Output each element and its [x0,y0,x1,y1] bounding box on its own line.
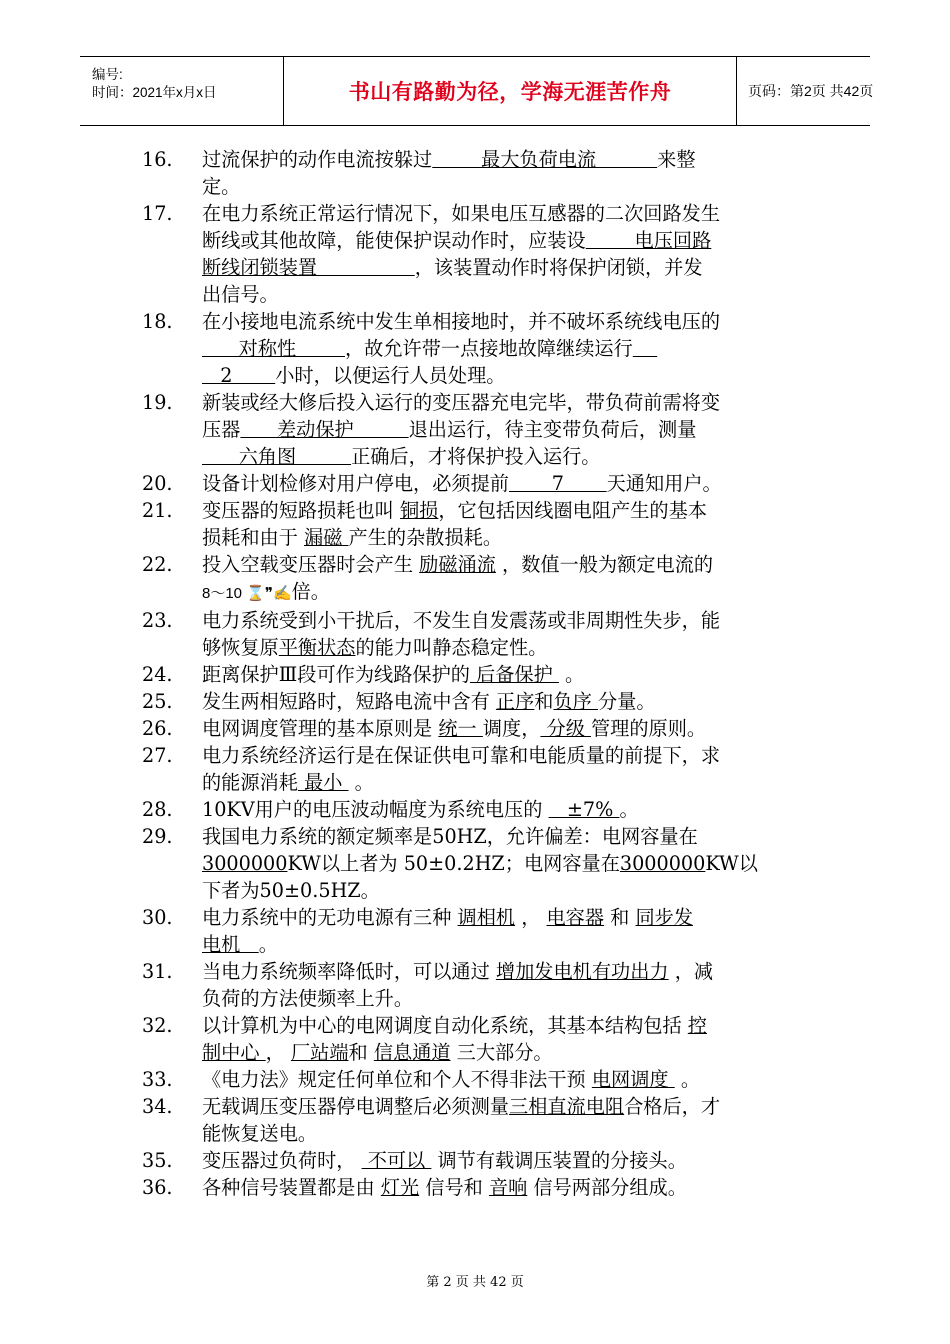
question-line [202,1012,820,1039]
question-item [140,470,820,497]
question-text: ，该装置动作时将保护闭锁，并发 [414,256,703,279]
question-item [140,742,820,796]
question-line [202,524,820,551]
question-text: 断线或其他故障，能使保护误动作时，应装设 [202,229,586,252]
question-item [140,1066,820,1093]
question-text: ，它包括因线圈电阻产生的基本 [438,499,707,522]
question-text: 损耗和由于 [202,526,305,549]
answer-blank: 3000000 [202,852,288,875]
question-line [202,497,820,524]
question-number: 33. [142,1068,173,1091]
answer-blank: 励磁涌流 [419,553,496,576]
question-text: 当电力系统频率降低时，可以通过 [202,960,496,983]
question-line [202,362,820,389]
page-header [80,56,874,126]
question-line [202,634,820,661]
question-text: 管理的原则。 [590,717,707,740]
question-item [140,497,820,551]
question-text: ，数值一般为额定电流的 [495,553,714,576]
answer-blank [633,337,657,360]
motto: 书山有路勤为径，学海无涯苦作舟 [348,80,672,104]
question-number: 21. [142,499,173,522]
answer-blank: 2 [202,364,276,387]
question-line [202,443,820,470]
question-list [140,146,820,1201]
question-text: 。 [258,933,278,956]
question-line [202,877,820,904]
answer-blank: 灯光 [380,1176,420,1199]
question-text: ， [515,906,547,929]
question-text: 设备计划检修对用户停电，必须提前 [202,472,509,495]
question-text: 电力系统经济运行是在保证供电可靠和电能质量的前提下，求 [202,744,721,767]
question-text: 。 [348,771,374,794]
question-number: 25. [142,690,173,713]
question-text: 电网调度管理的基本原则是 [202,717,439,740]
page-info: 页码：第2页 共42页 [748,83,874,99]
answer-blank: 分级 [540,717,591,740]
answer-blank: 电机 [202,933,259,956]
question-number: 18. [142,310,173,333]
answer-blank: 统一 [438,717,483,740]
question-text: 和 [604,906,636,929]
question-text: 8～10 ⌛❞✍ [202,585,292,602]
answer-blank: 7 [509,472,607,495]
question-text: 过流保护的动作电流按躲过 [202,148,433,171]
question-text: 电力系统受到小干扰后，不发生自发震荡或非周期性失步，能 [202,609,721,632]
question-text: 够恢复原 [202,636,279,659]
question-item [140,389,820,470]
time-label: 时间：2021年x月x日 [92,85,217,100]
question-text: 天通知用户。 [606,472,722,495]
question-text: 和 [348,1041,374,1064]
answer-blank: 六角图 [202,445,352,468]
question-text: 和 [534,690,554,713]
question-line [202,254,820,281]
question-number: 29. [142,825,173,848]
answer-blank: 电压回路 [585,229,712,252]
question-line [202,688,820,715]
question-line [202,931,820,958]
question-line [202,173,820,200]
question-number: 23. [142,609,173,632]
question-text: 《电力法》规定任何单位和个人不得非法干预 [202,1068,592,1091]
question-item [140,661,820,688]
question-item [140,715,820,742]
question-number: 34. [142,1095,173,1118]
question-text: 压器 [202,418,241,441]
question-line [202,416,820,443]
header-meta [80,57,283,125]
question-text: 的能力叫静态稳定性。 [355,636,548,659]
question-number: 36. [142,1176,173,1199]
question-text: 以计算机为中心的电网调度自动化系统，其基本结构包括 [202,1014,688,1037]
answer-blank: 断线闭锁装置 [202,256,415,279]
code-label: 编号: [92,67,123,82]
answer-blank: 信息通道 [373,1041,451,1064]
question-number: 28. [142,798,173,821]
question-item [140,1012,820,1066]
question-item [140,1147,820,1174]
question-text: 定。 [202,175,241,198]
question-item [140,607,820,661]
answer-blank: 电容器 [546,906,605,929]
question-line [202,470,820,497]
question-line [202,551,820,578]
answer-blank: 最大负荷电流 [432,148,658,171]
question-text: KW以 [705,852,758,875]
question-line [202,742,820,769]
question-line [202,1174,820,1201]
question-line [202,1120,820,1147]
answer-blank: 负序 [553,690,598,713]
question-text: 10KV用户的电压波动幅度为系统电压的 [202,798,549,821]
question-text: 信号和 [419,1176,489,1199]
question-text: 负荷的方法使频率上升。 [202,987,414,1010]
question-text: 发生两相短路时，短路电流中含有 [202,690,496,713]
question-line [202,796,820,823]
question-item [140,551,820,607]
question-item [140,688,820,715]
header-motto-cell [283,57,737,125]
question-number: 19. [142,391,173,414]
question-line [202,281,820,308]
answer-blank: 调相机 [457,906,516,929]
answer-blank: 3000000 [619,852,706,875]
question-number: 31. [142,960,173,983]
question-text: 调节有载调压装置的分接头。 [431,1149,687,1172]
question-number: 26. [142,717,173,740]
question-line [202,308,820,335]
question-text: 退出运行，待主变带负荷后，测量 [408,418,697,441]
answer-blank: 平衡状态 [278,636,356,659]
question-item [140,1093,820,1147]
question-line [202,1066,820,1093]
question-text: 变压器的短路损耗也叫 [202,499,400,522]
question-text: 在电力系统正常运行情况下，如果电压互感器的二次回路发生 [202,202,721,225]
question-line [202,661,820,688]
question-text: 合格后，才 [624,1095,721,1118]
question-line [202,146,820,173]
answer-blank: ±7% [548,798,620,821]
question-item [140,146,820,200]
question-line [202,389,820,416]
question-line [202,958,820,985]
question-number: 30. [142,906,173,929]
question-text: 出信号。 [202,283,279,306]
question-line [202,715,820,742]
answer-blank: 漏磁 [304,526,349,549]
question-text: KW以上者为 50±0.2HZ；电网容量在 [287,852,620,875]
answer-blank: 后备保护 [469,663,559,686]
question-text: 新装或经大修后投入运行的变压器充电完毕，带负荷前需将变 [202,391,721,414]
question-item [140,823,820,904]
question-item [140,1174,820,1201]
answer-blank: 音响 [488,1176,528,1199]
question-text: 投入空载变压器时会产生 [202,553,420,576]
question-number: 17. [142,202,173,225]
answer-blank: 铜损 [399,499,439,522]
answer-blank: 最小 [297,771,349,794]
question-line [202,227,820,254]
question-item [140,200,820,308]
question-text: 距离保护Ⅲ段可作为线路保护的 [202,663,470,686]
question-line [202,578,820,607]
page-footer: 第 2 页 共 42 页 [426,1275,524,1290]
answer-blank: 差动保护 [240,418,409,441]
question-line [202,769,820,796]
question-text: 分量。 [597,690,656,713]
question-text: 正确后，才将保护投入运行。 [351,445,601,468]
question-text: 的能源消耗 [202,771,298,794]
question-text: 。 [674,1068,701,1091]
question-item [140,308,820,389]
question-text: 信号两部分组成。 [527,1176,687,1199]
question-text: ， [265,1041,291,1064]
question-number: 35. [142,1149,173,1172]
question-text: 下者为50±0.5HZ。 [202,879,380,902]
question-item [140,796,820,823]
question-line [202,1147,820,1174]
question-text: 小时，以便运行人员处理。 [275,364,506,387]
answer-blank: 三相直流电阻 [509,1095,625,1118]
question-text: 调度， [482,717,541,740]
question-line [202,850,820,877]
answer-blank: 电网调度 [591,1068,675,1091]
question-text: 来整 [657,148,696,171]
answer-blank: 制中心 [202,1041,266,1064]
question-text: 能恢复送电。 [202,1122,318,1145]
question-text: 三大部分。 [450,1041,553,1064]
question-text: 产生的杂散损耗。 [348,526,503,549]
question-text: 我国电力系统的额定频率是50HZ，允许偏差：电网容量在 [202,825,698,848]
question-line [202,823,820,850]
question-text: 在小接地电流系统中发生单相接地时，并不破坏系统线电压的 [202,310,721,333]
question-number: 22. [142,553,173,576]
question-text: 。 [558,663,585,686]
question-number: 24. [142,663,173,686]
answer-blank: 同步发 [635,906,694,929]
question-line [202,1093,820,1120]
question-line [202,607,820,634]
answer-blank: 厂站端 [290,1041,349,1064]
question-line [202,985,820,1012]
question-text: ，故允许带一点接地故障继续运行 [344,337,633,360]
question-item [140,904,820,958]
question-text: 电力系统中的无功电源有三种 [202,906,458,929]
answer-blank: 控 [687,1014,707,1037]
question-text: 各种信号装置都是由 [202,1176,381,1199]
question-text: 。 [619,798,639,821]
question-number: 20. [142,472,173,495]
answer-blank: 增加发电机有功出力 [495,960,669,983]
question-line [202,200,820,227]
question-number: 27. [142,744,173,767]
question-text: 无载调压变压器停电调整后必须测量 [202,1095,509,1118]
question-text: 倍。 [291,580,330,603]
question-line [202,1039,820,1066]
question-text: ，减 [668,960,714,983]
answer-blank: 不可以 [361,1149,432,1172]
question-text: 变压器过负荷时， [202,1149,362,1172]
question-line [202,335,820,362]
answer-blank: 正序 [495,690,535,713]
question-number: 32. [142,1014,173,1037]
question-item [140,958,820,1012]
question-line [202,904,820,931]
answer-blank: 对称性 [202,337,345,360]
question-number: 16. [142,148,173,171]
